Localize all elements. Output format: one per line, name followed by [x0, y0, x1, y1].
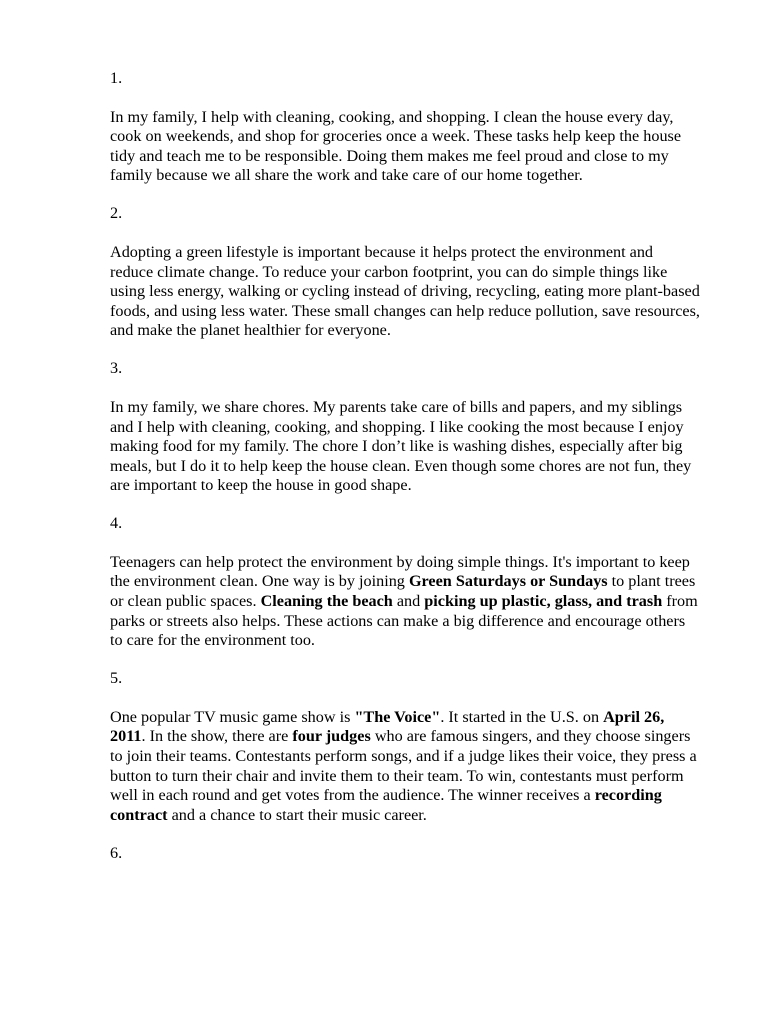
- item-5: [110, 668, 700, 825]
- paragraph-text: In my family, I help with cleaning, cooking, and shopping. I clean the house every day, cook on weekends, and shop for groceries once a week. These tasks help keep the house tidy and teach me to be responsible. Doing them makes me feel proud and close to my family because we all share the work and take care of our home together.: [110, 107, 682, 185]
- item-number: 6.: [110, 843, 123, 862]
- paragraph-text: to plant trees or clean public spaces.: [110, 572, 696, 611]
- document-page: [110, 68, 700, 882]
- item-3: [110, 358, 700, 496]
- item-paragraph: [110, 108, 700, 186]
- bold-text: Green Saturdays or Sundays: [408, 572, 608, 591]
- paragraph-text: and a chance to start their music career.: [167, 805, 427, 824]
- paragraph-text: from parks or streets also helps. These actions can make a big difference and encourage others to care for the environment too.: [110, 592, 698, 650]
- item-number: 3.: [110, 359, 123, 378]
- bold-text: "The Voice": [354, 707, 441, 726]
- item-6: [110, 843, 700, 864]
- item-number: 1.: [110, 69, 123, 87]
- paragraph-text: . It started in the U.S. on: [440, 707, 604, 726]
- paragraph-text: and: [392, 592, 425, 611]
- item-1: [110, 68, 700, 186]
- bold-text: Cleaning the beach: [260, 592, 393, 611]
- paragraph-text: One popular TV music game show is: [110, 707, 355, 726]
- item-number: 2.: [110, 204, 123, 223]
- paragraph-text: who are famous singers, and they choose singers to join their teams. Contestants perform songs, and if a judge likes their voice, they press a button to turn their chair and invite them to their team. To win, contestants must perform well in each round and get votes from the audience. The winner receives a: [110, 727, 697, 805]
- item-paragraph: [110, 398, 700, 496]
- item-paragraph: [110, 708, 700, 826]
- bold-text: four judges: [292, 727, 371, 746]
- bold-text: picking up plastic, glass, and trash: [424, 592, 663, 611]
- item-number: 5.: [110, 669, 123, 688]
- item-4: [110, 513, 700, 651]
- paragraph-text: Adopting a green lifestyle is important because it helps protect the environment and reduce climate change. To reduce your carbon footprint, you can do simple things like using less energy, walking or cycling instead of driving, recycling, eating more plant-based foods, and using less water. These small changes can help reduce pollution, save resources, and make the planet healthier for everyone.: [110, 242, 700, 340]
- paragraph-text: Teenagers can help protect the environment by doing simple things. It's important to keep the environment clean. One way is by joining: [110, 552, 690, 591]
- item-number: 4.: [110, 514, 123, 533]
- paragraph-text: . In the show, there are: [141, 727, 293, 746]
- bold-text: recording contract: [110, 786, 662, 824]
- item-paragraph: [110, 553, 700, 651]
- bold-text: April 26, 2011: [110, 707, 665, 746]
- paragraph-text: In my family, we share chores. My parents take care of bills and papers, and my siblings and I help with cleaning, cooking, and shopping. I like cooking the most because I enjoy making food for my family. The chore I don’t like is washing dishes, especially after big meals, but I do it to help keep the house clean. Even though some chores are not fun, they are important to keep the house in good shape.: [110, 397, 692, 495]
- item-paragraph: [110, 243, 700, 341]
- item-2: [110, 203, 700, 341]
